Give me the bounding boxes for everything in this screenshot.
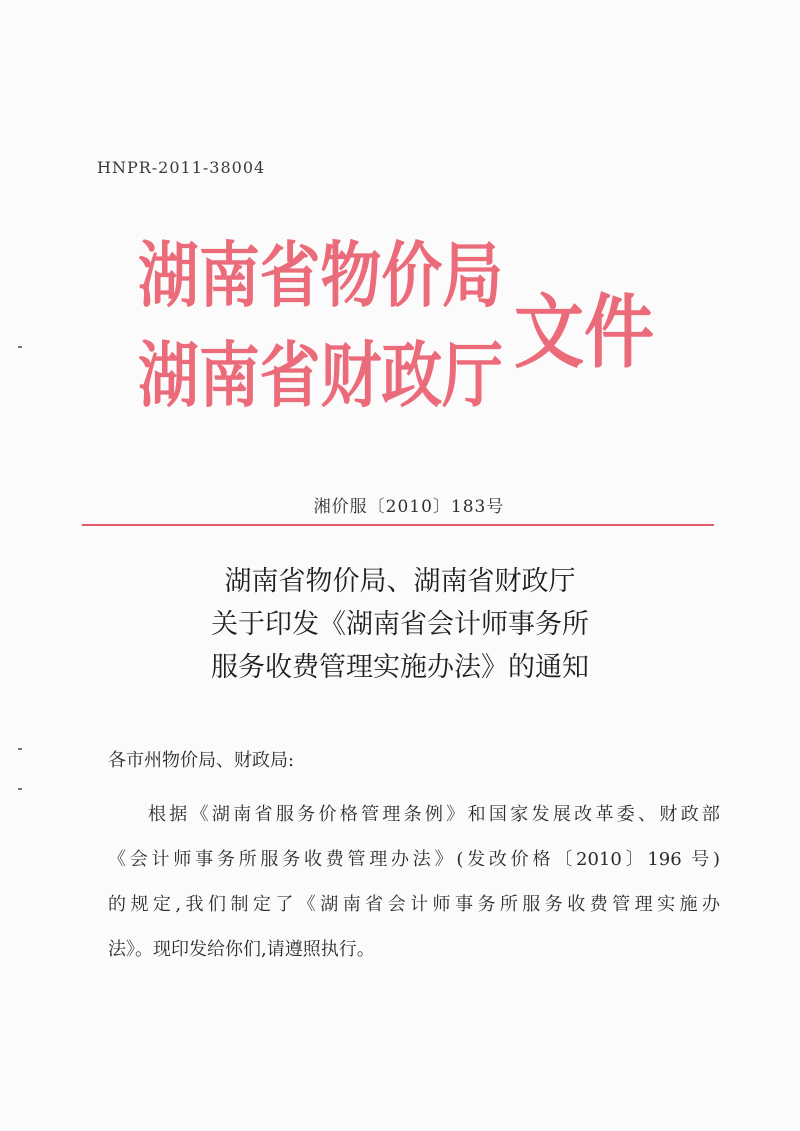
body-line: 《会计师事务所服务收费管理办法》(发改价格〔2010〕196 号) bbox=[108, 849, 720, 870]
body-paragraph bbox=[108, 792, 720, 972]
document-code: HNPR-2011-38004 bbox=[97, 158, 266, 177]
body-line: 根据《湖南省服务价格管理条例》和国家发展改革委、财政部 bbox=[148, 804, 720, 825]
letterhead-suffix: 文件 bbox=[514, 285, 654, 379]
letterhead-issuer-2: 湖南省财政厅 bbox=[138, 333, 503, 417]
body-line: 法》。现印发给你们,请遵照执行。 bbox=[108, 939, 375, 960]
letterhead-issuer-1: 湖南省物价局 bbox=[138, 233, 503, 317]
title-line: 服务收费管理实施办法》的通知 bbox=[211, 652, 589, 683]
title-line: 湖南省物价局、湖南省财政厅 bbox=[224, 566, 576, 597]
red-divider bbox=[82, 524, 714, 526]
document-number: 湘价服〔2010〕183号 bbox=[313, 497, 505, 517]
document-title bbox=[0, 560, 800, 689]
binding-mark bbox=[18, 788, 22, 790]
red-letterhead bbox=[0, 0, 800, 480]
title-line: 关于印发《湖南省会计师事务所 bbox=[211, 609, 589, 640]
body-line: 的规定,我们制定了《湖南省会计师事务所服务收费管理实施办 bbox=[108, 894, 720, 915]
salutation: 各市州物价局、财政局: bbox=[108, 750, 295, 771]
binding-mark bbox=[18, 748, 22, 750]
